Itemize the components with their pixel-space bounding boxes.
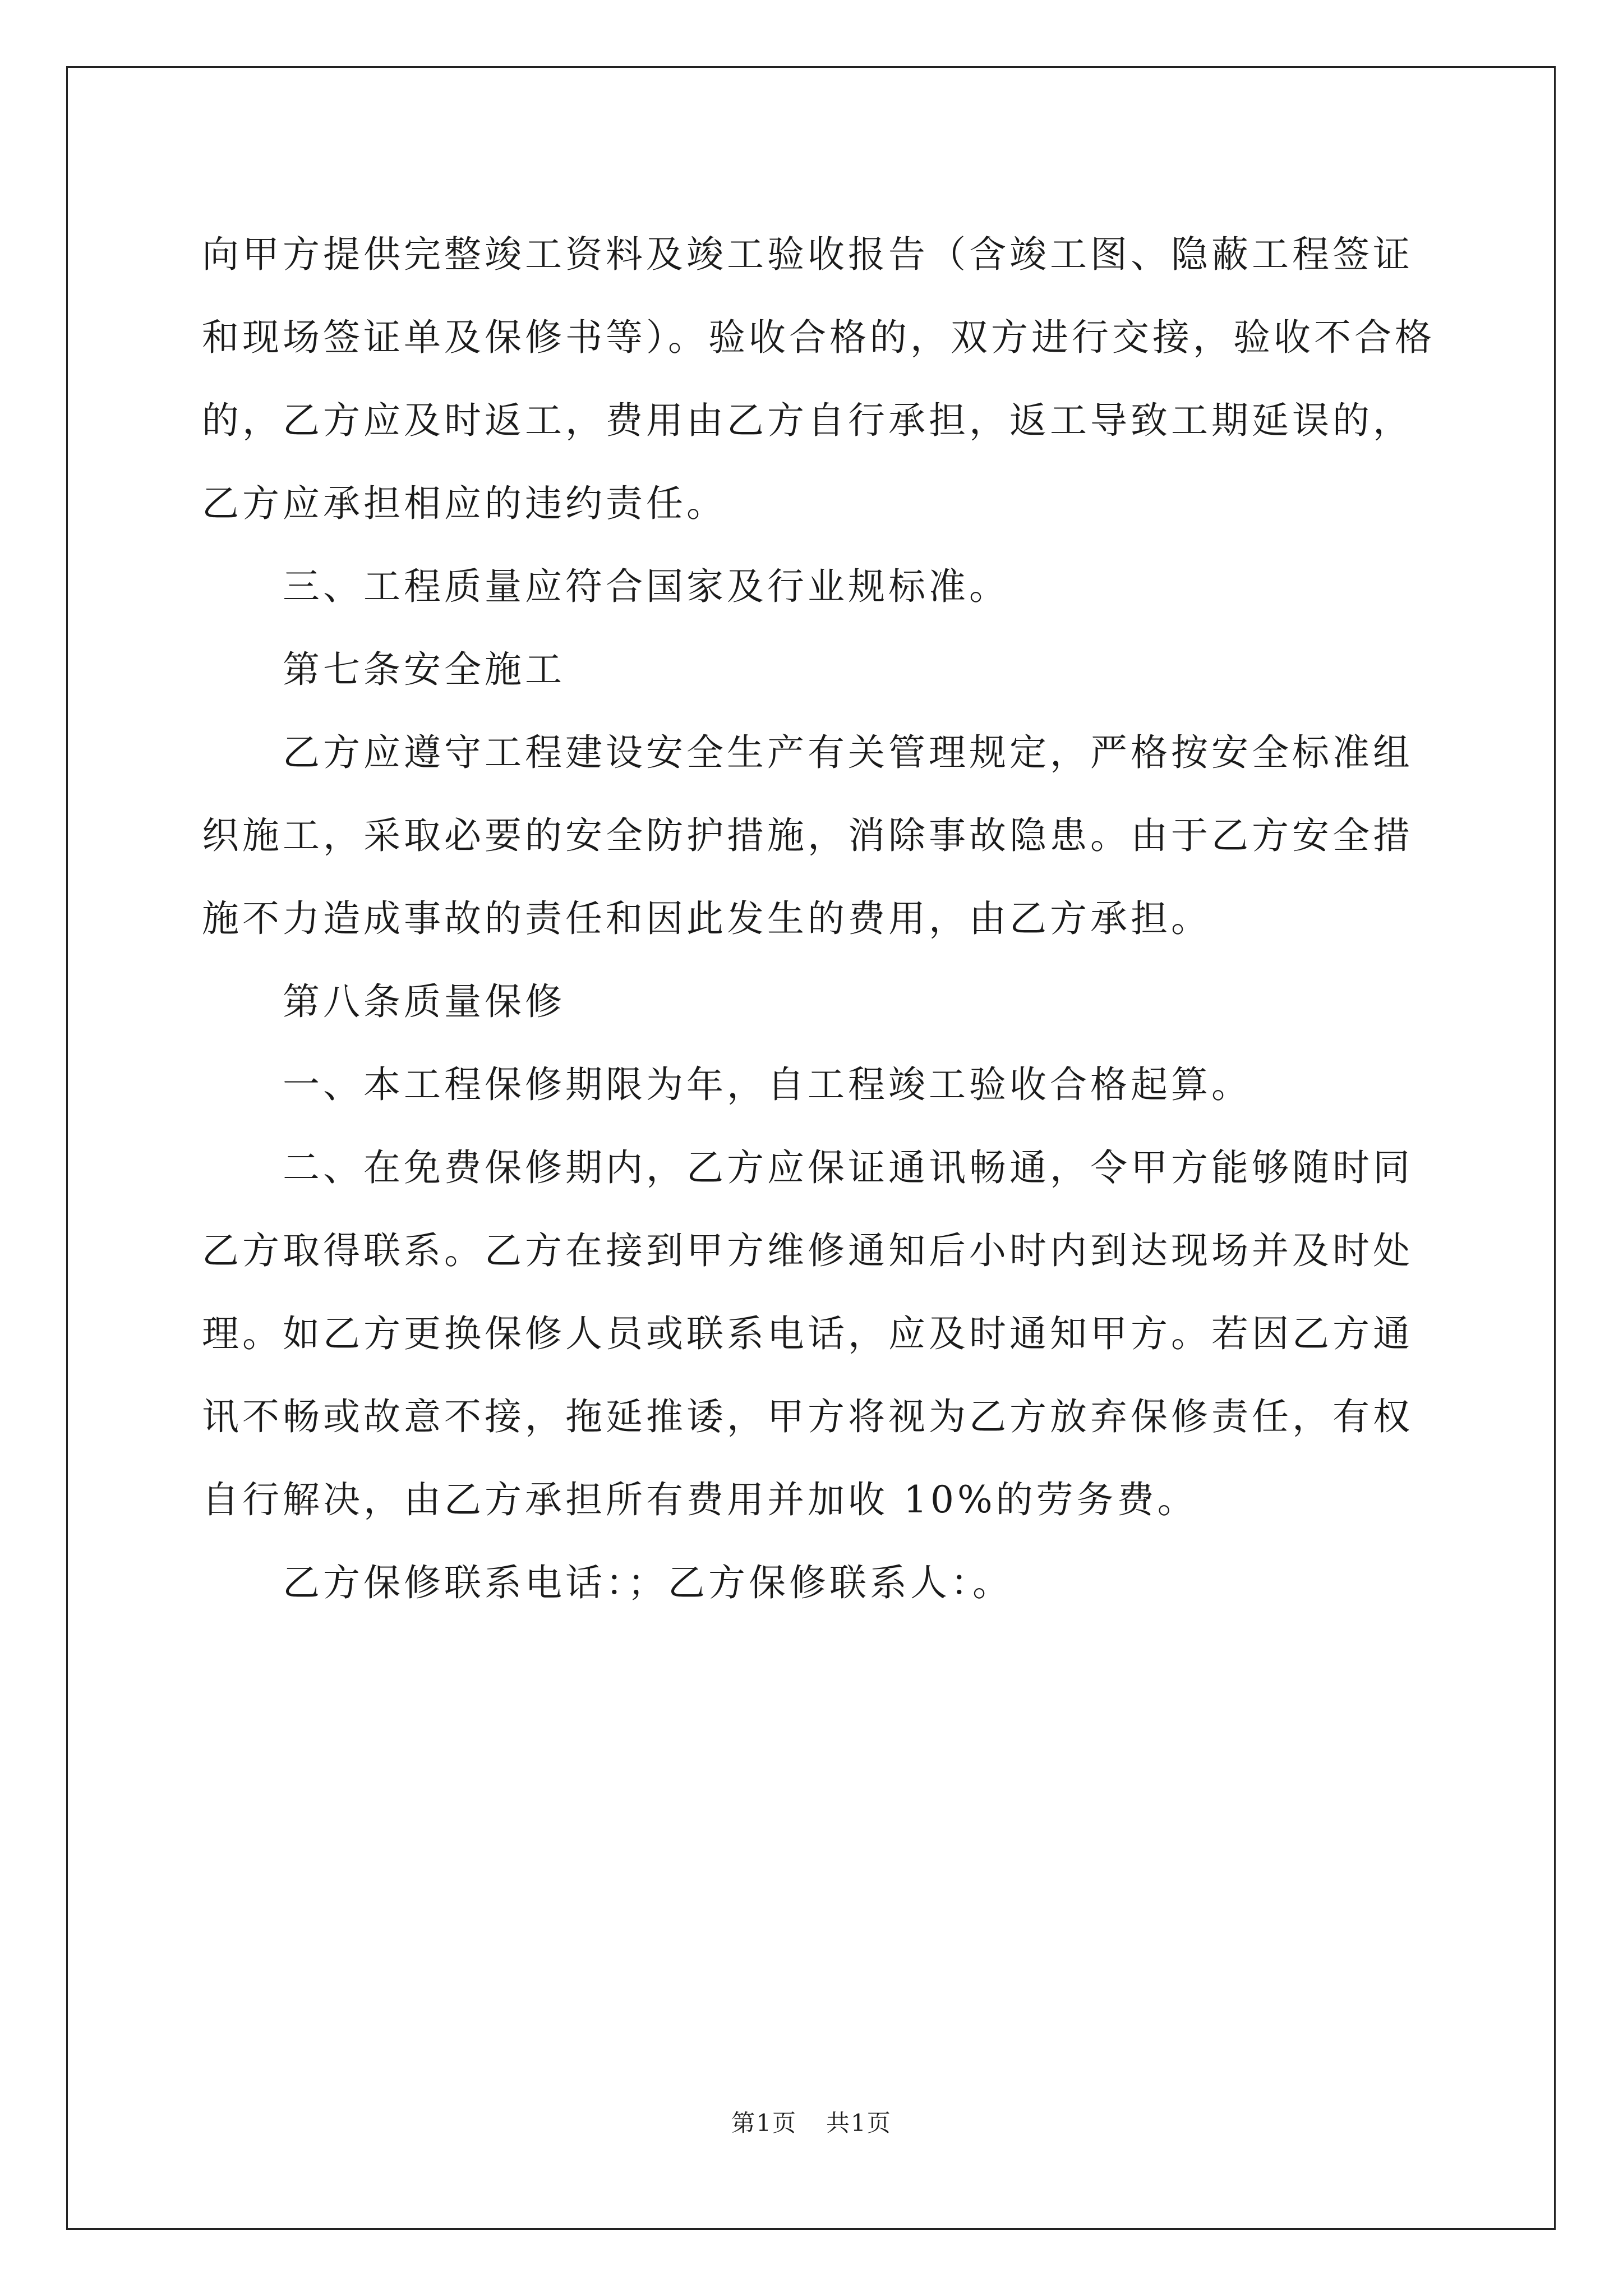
clause-item: 三、工程质量应符合国家及行业规标准。 [283,565,1009,608]
section-heading: 第七条安全施工 [283,648,565,691]
contact-line: 乙方保修联系电话：；乙方保修联系人：。 [283,1561,1013,1604]
text-line: 乙方取得联系。乙方在接到甲方维修通知后小时内到达现场并及时处 [202,1229,1413,1272]
text-line: 自行解决，由乙方承担所有费用并加收 10%的劳务费。 [202,1478,1198,1521]
text-line: 织施工，采取必要的安全防护措施，消除事故隐患。由于乙方安全措 [202,814,1413,857]
text-line: 理。如乙方更换保修人员或联系电话，应及时通知甲方。若因乙方通 [202,1312,1413,1355]
page-footer [0,2106,1623,2140]
document-body [202,213,1435,1625]
text-line: 讯不畅或故意不接，拖延推诿，甲方将视为乙方放弃保修责任，有权 [202,1395,1413,1438]
text-line: 向甲方提供完整竣工资料及竣工验收报告（含竣工图、隐蔽工程签证 [202,233,1413,276]
text-line: 的，乙方应及时返工，费用由乙方自行承担，返工导致工期延误的， [202,399,1413,442]
page-number: 第1页 [731,2109,797,2137]
text-line: 和现场签证单及保修书等）。验收合格的，双方进行交接，验收不合格 [202,316,1435,359]
text-line: 施不力造成事故的责任和因此发生的费用，由乙方承担。 [202,897,1211,940]
page-total: 共1页 [826,2109,892,2137]
section-heading: 第八条质量保修 [283,980,565,1023]
clause-item: 二、在免费保修期内，乙方应保证通讯畅通，令甲方能够随时同 [283,1146,1413,1189]
clause-item: 一、本工程保修期限为年，自工程竣工验收合格起算。 [283,1063,1252,1106]
text-line: 乙方应遵守工程建设安全生产有关管理规定，严格按安全标准组 [283,731,1413,774]
text-line: 乙方应承担相应的违约责任。 [202,482,727,525]
